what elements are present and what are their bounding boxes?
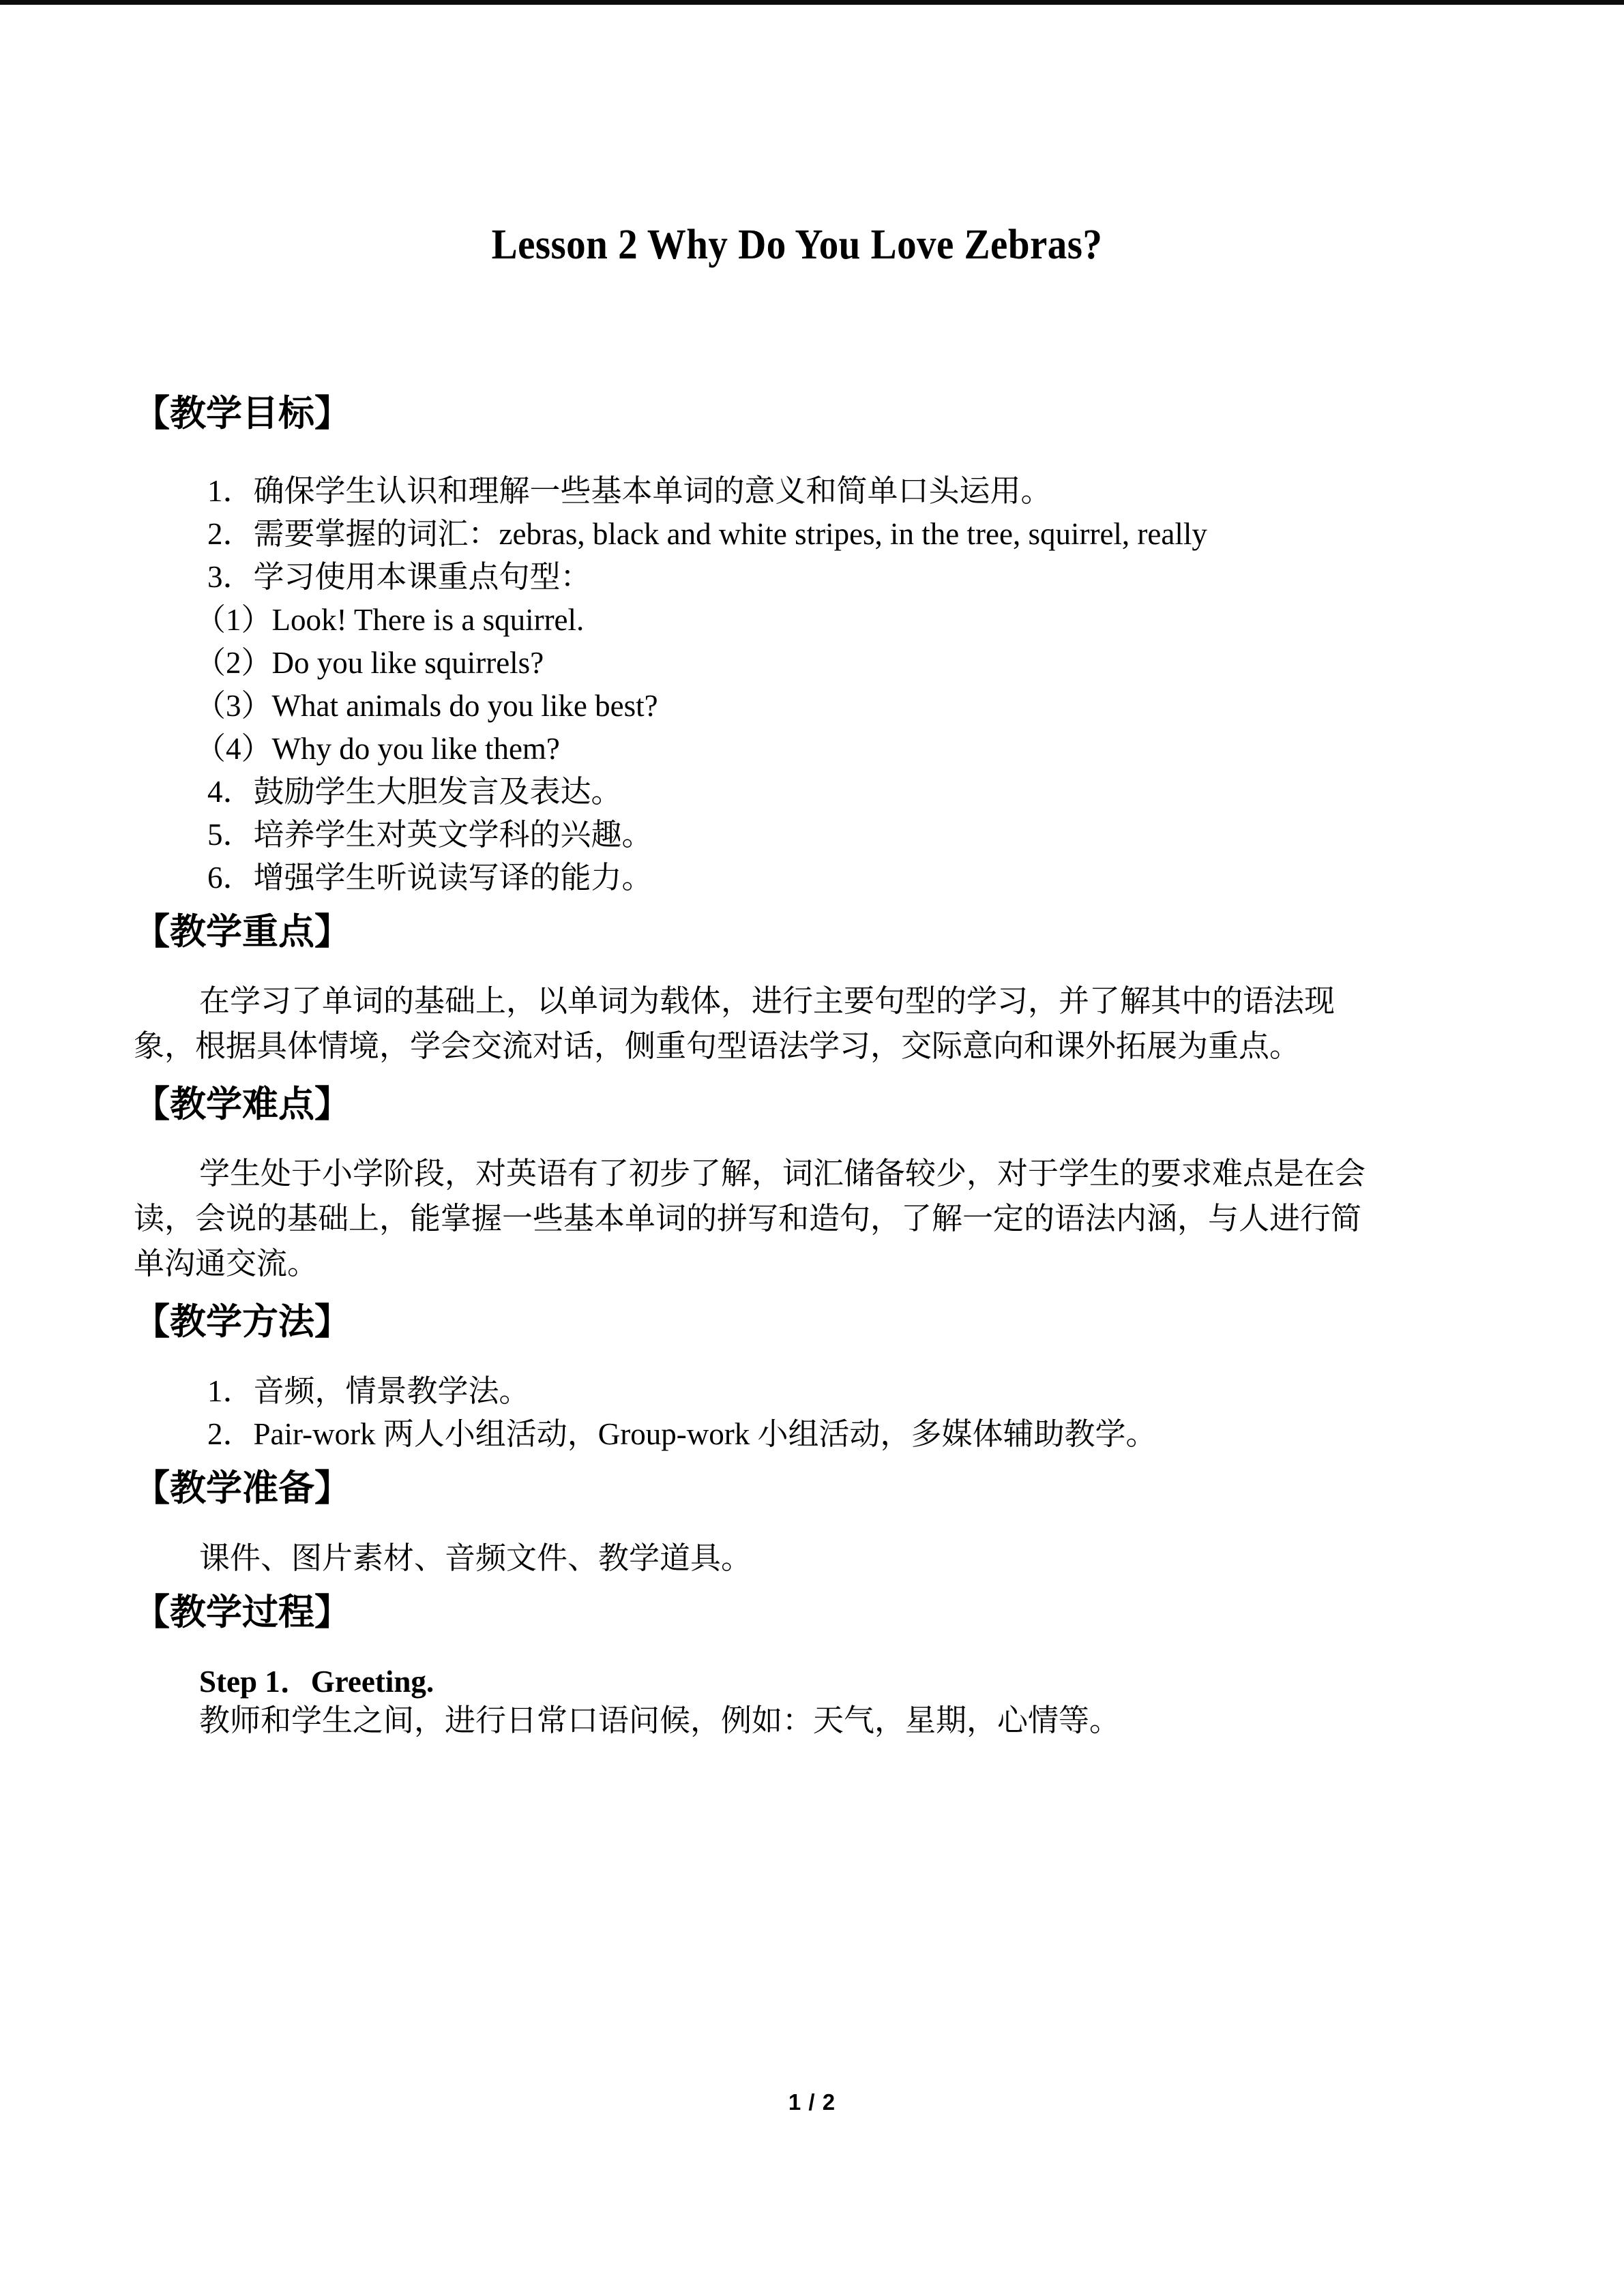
- objectives-item-4: 4．鼓励学生大胆发言及表达。: [207, 774, 622, 809]
- key-points-paragraph: [134, 983, 1460, 1063]
- objectives-subitem-1: （1）Look! There is a squirrel.: [195, 602, 585, 637]
- page-title: Lesson 2 Why Do You Love Zebras?: [491, 222, 1103, 268]
- objectives-item-5: 5．培养学生对英文学科的兴趣。: [207, 817, 653, 852]
- objectives-item-3: 3．学习使用本课重点句型：: [207, 559, 591, 594]
- objectives-item-2: 2．需要掌握的词汇：zebras, black and white stripes, in the tree, squirrel, really: [207, 516, 1207, 551]
- section-heading-preparation: 【教学准备】: [134, 1469, 351, 1509]
- objectives-subitem-4: （4）Why do you like them?: [195, 731, 560, 766]
- section-heading-difficult-points: 【教学难点】: [134, 1084, 351, 1124]
- process-step-1-title: Step 1．Greeting.: [199, 1664, 434, 1699]
- objectives-item-6: 6．增强学生听说读写译的能力。: [207, 860, 653, 895]
- key-points-line-1: 在学习了单词的基础上，以单词为载体，进行主要句型的学习，并了解其中的语法现: [199, 983, 1335, 1018]
- section-heading-methods: 【教学方法】: [134, 1302, 351, 1343]
- section-heading-key-points: 【教学重点】: [134, 912, 351, 952]
- objectives-subitem-2: （2）Do you like squirrels?: [195, 645, 544, 680]
- process-step-1-body: 教师和学生之间，进行日常口语问候，例如：天气，星期，心情等。: [199, 1703, 1121, 1738]
- difficult-points-paragraph: [134, 1159, 1460, 1279]
- key-points-line-2: 象，根据具体情境，学会交流对话，侧重句型语法学习，交际意向和课外拓展为重点。: [134, 1028, 1301, 1063]
- difficult-points-line-1: 学生处于小学阶段，对英语有了初步了解，词汇储备较少，对于学生的要求难点是在会: [199, 1157, 1366, 1191]
- difficult-points-line-2: 读，会说的基础上，能掌握一些基本单词的拼写和造句，了解一定的语法内涵，与人进行简: [134, 1202, 1362, 1236]
- objectives-item-1: 1．确保学生认识和理解一些基本单词的意义和简单口头运用。: [207, 473, 1052, 508]
- methods-item-1: 1．音频，情景教学法。: [207, 1374, 530, 1409]
- document-content: [134, 0, 1460, 1736]
- preparation-body: 课件、图片素材、音频文件、教学道具。: [199, 1540, 752, 1575]
- difficult-points-line-3: 单沟通交流。: [134, 1247, 319, 1281]
- objectives-subitem-3: （3）What animals do you like best?: [195, 688, 658, 723]
- section-heading-process: 【教学过程】: [134, 1592, 351, 1632]
- section-heading-objectives: 【教学目标】: [134, 394, 351, 434]
- page-number-footer: 1 / 2: [788, 2089, 836, 2115]
- methods-item-2: 2．Pair-work 两人小组活动，Group-work 小组活动，多媒体辅助教学。: [207, 1417, 1157, 1452]
